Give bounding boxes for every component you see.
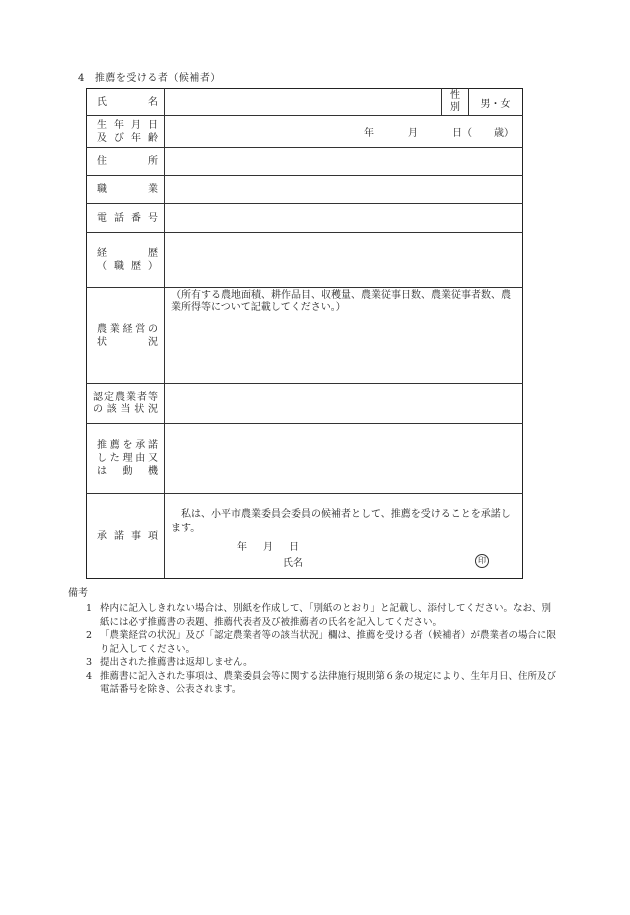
row-career xyxy=(87,233,523,288)
sex-label: 性 別 xyxy=(442,89,469,116)
remarks-item: 3 提出された推薦書は返却しません。 xyxy=(86,657,253,668)
row-reason xyxy=(87,424,523,494)
phone-label: 電 話 番 号 xyxy=(87,204,165,233)
row-occupation xyxy=(87,176,523,204)
birth-year-unit: 年 xyxy=(364,128,374,139)
consent-name-label: 氏名 xyxy=(283,558,303,569)
farm-note: （所有する農地面積、耕作品目、収穫量、農業従事日数、農業従事者数、農業所得等について記載してください。） xyxy=(171,290,511,313)
row-certification xyxy=(87,384,523,424)
name-field[interactable] xyxy=(165,89,442,116)
address-field[interactable] xyxy=(165,148,523,176)
career-label: 経 歴 （職歴） xyxy=(87,233,165,288)
certification-field[interactable] xyxy=(165,384,523,424)
name-label: 氏 名 xyxy=(87,89,165,116)
consent-field xyxy=(165,494,523,579)
remarks-title: 備考 xyxy=(68,588,88,599)
occupation-label: 職 業 xyxy=(87,176,165,204)
birth-day-unit: 日（ xyxy=(452,128,472,139)
row-name xyxy=(87,89,523,116)
row-phone xyxy=(87,204,523,233)
birth-field[interactable] xyxy=(165,116,523,148)
section-number: 4 xyxy=(78,73,85,84)
reason-label: 推薦を承諾 した理由又 は 動 機 xyxy=(87,424,165,494)
row-birth xyxy=(87,116,523,148)
row-address xyxy=(87,148,523,176)
seal-mark: 印 xyxy=(475,554,489,568)
certification-label: 認定農業者等 の 該 当 状 況 xyxy=(87,384,165,424)
consent-year-unit: 年 xyxy=(237,542,247,553)
remarks-item: 4 推薦書に記入された事項は、農業委員会等に関する法律施行規則第６条の規定により、生年月日、住所及び電話番号を除き、公表されます。 xyxy=(86,670,557,695)
birth-label: 生 年 月 日 及 び 年 齢 xyxy=(87,116,165,148)
occupation-field[interactable] xyxy=(165,176,523,204)
section-heading xyxy=(78,69,221,84)
address-label: 住 所 xyxy=(87,148,165,176)
row-farm xyxy=(87,288,523,384)
phone-field[interactable] xyxy=(165,204,523,233)
farm-field[interactable] xyxy=(165,288,523,384)
consent-month-unit: 月 xyxy=(263,542,273,553)
consent-day-unit: 日 xyxy=(289,542,299,553)
remarks-list xyxy=(86,602,556,697)
consent-text: 私は、小平市農業委員会委員の候補者として、推薦を受けることを承諾します。 xyxy=(171,509,511,534)
career-field[interactable] xyxy=(165,233,523,288)
sex-options[interactable]: 男・女 xyxy=(469,89,523,116)
row-consent xyxy=(87,494,523,579)
candidate-form-table xyxy=(86,88,523,579)
birth-month-unit: 月 xyxy=(408,128,418,139)
birth-age-unit: 歳） xyxy=(494,128,514,139)
reason-field[interactable] xyxy=(165,424,523,494)
consent-label: 承 諾 事 項 xyxy=(87,494,165,579)
remarks-item: 2 「農業経営の状況」及び「認定農業者等の該当状況」欄は、推薦を受ける者（候補者）が農業者の場合に限り記入してください。 xyxy=(86,630,557,655)
consent-date[interactable] xyxy=(237,538,315,553)
section-title: 推薦を受ける者（候補者） xyxy=(94,73,221,84)
farm-label: 農業経営の 状 況 xyxy=(87,288,165,384)
remarks-item: 1 枠内に記入しきれない場合は、別紙を作成して、「別紙のとおり」と記載し、添付してください。なお、別紙には必ず推薦書の表題、推薦代表者及び被推薦者の氏名を記入してください。 xyxy=(86,603,552,628)
